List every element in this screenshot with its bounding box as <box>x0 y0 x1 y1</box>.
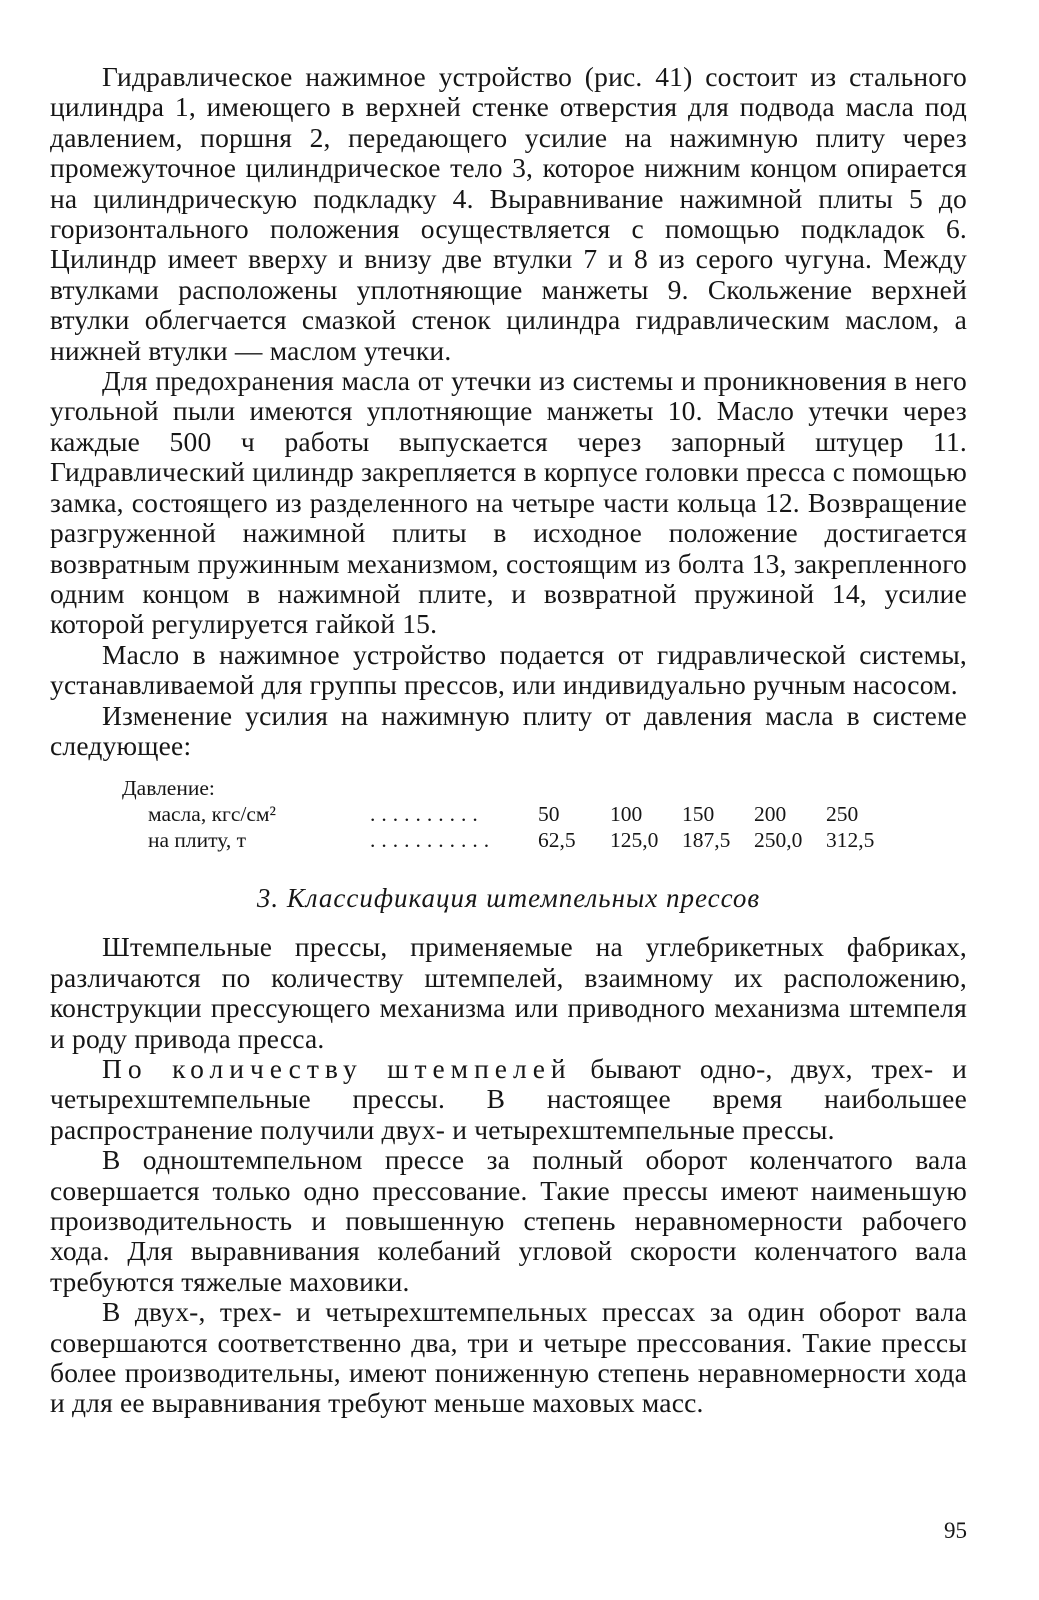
page-number: 95 <box>944 1518 967 1543</box>
paragraph-stamp-presses: Штемпельные прессы, применяемые на углебрикетных фабриках, различаются по количеству штемпелей, взаимному их расположению, конструкции прессующего механизма или приводного механизма штемпеля и роду привода пресса. <box>50 931 967 1054</box>
table-row <box>122 801 967 827</box>
pressure-table-heading: Давление: <box>122 776 215 801</box>
table-cell: 250,0 <box>754 828 803 853</box>
table-cell: 125,0 <box>610 828 659 853</box>
paragraph-hydraulic-device: Гидравлическое нажимное устройство (рис. 41) состоит из стального цилиндра 1, имеющего в верхней стенке отверстия для подвода масла под давлением, поршня 2, передающего усилие на нажимную плиту через промежуточное цилиндрическое тело 3, которое нижним концом опирается на цилиндрическую подкладку 4. Выравнивание нажимной плиты 5 до горизонтального положения осуществляется с помощью подкладок 6. Цилиндр имеет вверху и внизу две втулки 7 и 8 из серого чугуна. Между втулками расположены уплотняющие манжеты 9. Скольжение верхней втулки облегчается смазкой стенок цилиндра гидравлическим маслом, а нижней втулки — маслом утечки. <box>50 61 967 366</box>
table-cell: 100 <box>610 802 643 827</box>
table-row-label: на плиту, т <box>148 828 247 853</box>
table-cell: 200 <box>754 802 787 827</box>
paragraph-single-stamp: В одноштемпельном прессе за полный оборот коленчатого вала совершается только одно прессование. Такие прессы имеют наименьшую производительность и повышенную степень неравномерности рабочего хода. Для выравнивания колебаний угловой скорости коленчатого вала требуются тяжелые маховики. <box>50 1144 967 1297</box>
pressure-table <box>122 775 967 853</box>
table-row <box>122 827 967 853</box>
table-cell: 187,5 <box>682 828 731 853</box>
paragraph-force-change: Изменение усилия на нажимную плиту от давления масла в системе следующее: <box>50 699 967 761</box>
table-row-leader: .......... <box>370 802 484 827</box>
section-title: 3. Классификация штемпельных прессов <box>256 883 761 914</box>
table-cell: 50 <box>538 802 560 827</box>
paragraph-text: бывают одно-, двух, трех- и четырехштемпельные прессы. В настоящее время наибольшее распространение получили двух- и четырехштемпельные прессы. <box>50 1052 967 1145</box>
paragraph-oil-protection: Для предохранения масла от утечки из системы и проникновения в него угольной пыли имеются уплотняющие манжеты 10. Масло утечки через каждые 500 ч работы выпускается через запорный штуцер 11. Гидравлический цилиндр закрепляется в корпусе головки пресса с помощью замка, состоящего из разделенного на четыре части кольца 12. Возвращение разгруженной нажимной плиты в исходное положение достигается возвратным пружинным механизмом, состоящим из болта 13, закрепленного одним концом в нажимной плите, и возвратной пружиной 14, усилие которой регулируется гайкой 15. <box>50 365 967 640</box>
paragraph-oil-supply: Масло в нажимное устройство подается от гидравлической системы, устанавливаемой для группы прессов, или индивидуально ручным насосом. <box>50 638 967 701</box>
table-cell: 62,5 <box>538 828 576 853</box>
table-row-leader: ........... <box>370 828 496 853</box>
table-cell: 250 <box>826 802 859 827</box>
spaced-emphasis: По количеству штемпелей <box>102 1052 572 1084</box>
table-cell: 150 <box>682 802 715 827</box>
table-cell: 312,5 <box>826 828 875 853</box>
table-row-label: масла, кгс/см² <box>148 802 276 827</box>
paragraph-stamp-count <box>50 1054 967 1145</box>
paragraph-multi-stamp: В двух-, трех- и четырехштемпельных прессах за один оборот вала совершаются соответственно два, три и четыре прессования. Такие прессы более производительны, имеют пониженную степень неравномерности хода и для ее выравнивания требуют меньше маховых масс. <box>50 1296 967 1419</box>
